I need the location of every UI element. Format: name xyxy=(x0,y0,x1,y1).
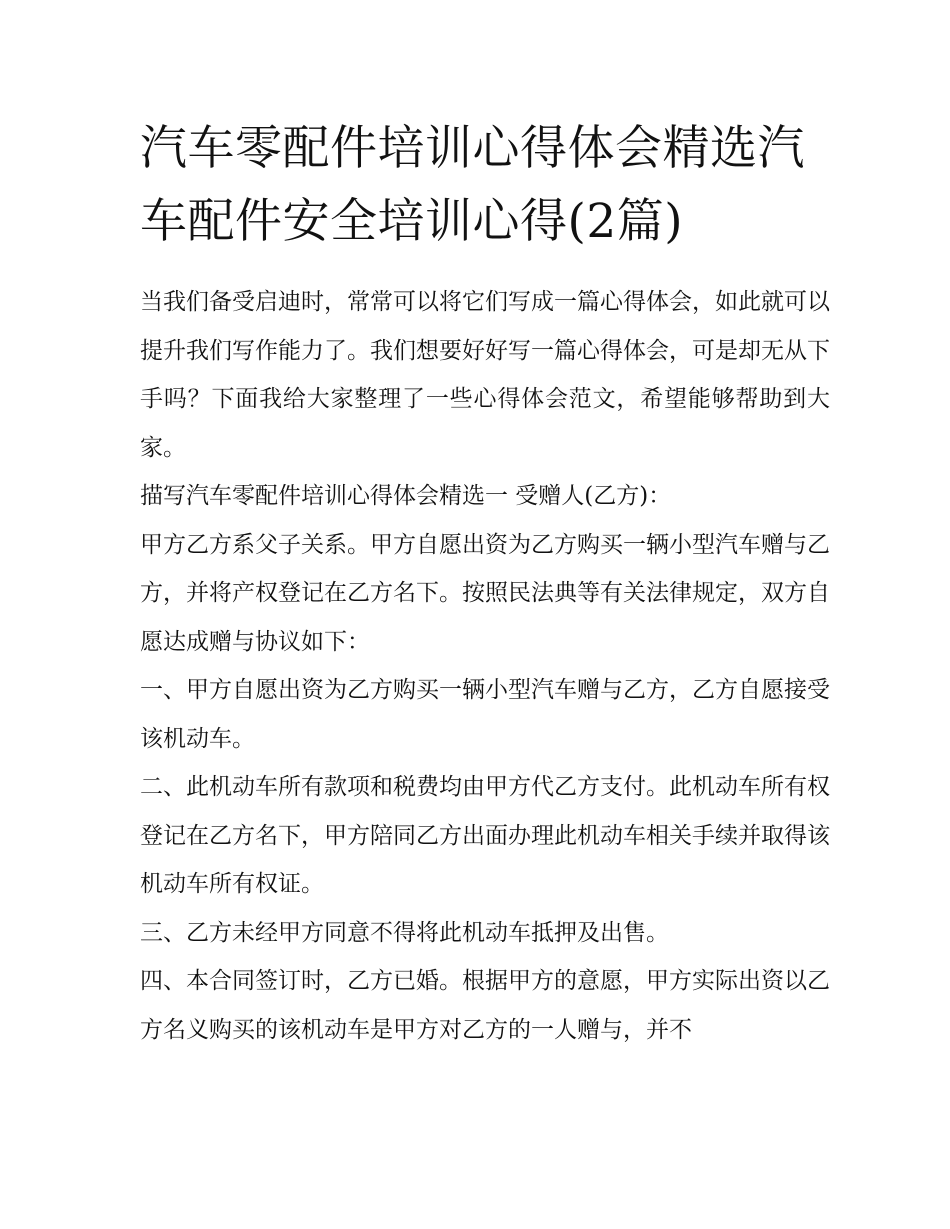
document-body xyxy=(140,278,830,1054)
document-title: 汽车零配件培训心得体会精选汽车配件安全培训心得(2篇) xyxy=(140,121,805,249)
paragraph-intro: 当我们备受启迪时，常常可以将它们写成一篇心得体会，如此就可以提升我们写作能力了。我们想要好好写一篇心得体会，可是却无从下手吗？下面我给大家整理了一些心得体会范文，希望能够帮助到大家。 xyxy=(140,289,830,461)
paragraph-clause-four: 四、本合同签订时，乙方已婚。根据甲方的意愿，甲方实际出资以乙方名义购买的该机动车是甲方对乙方的一人赠与，并不 xyxy=(140,968,830,1043)
paragraph-relationship: 甲方乙方系父子关系。甲方自愿出资为乙方购买一辆小型汽车赠与乙方，并将产权登记在乙方名下。按照民法典等有关法律规定，双方自愿达成赠与协议如下： xyxy=(140,531,830,655)
paragraph-heading-one: 描写汽车零配件培训心得体会精选一 受赠人(乙方)： xyxy=(140,483,672,509)
paragraph-clause-three: 三、乙方未经甲方同意不得将此机动车抵押及出售。 xyxy=(140,919,669,946)
paragraph-clause-one: 一、甲方自愿出资为乙方购买一辆小型汽车赠与乙方，乙方自愿接受该机动车。 xyxy=(140,677,830,752)
paragraph-clause-two: 二、此机动车所有款项和税费均由甲方代乙方支付。此机动车所有权登记在乙方名下，甲方陪同乙方出面办理此机动车相关手续并取得该机动车所有权证。 xyxy=(140,774,830,897)
